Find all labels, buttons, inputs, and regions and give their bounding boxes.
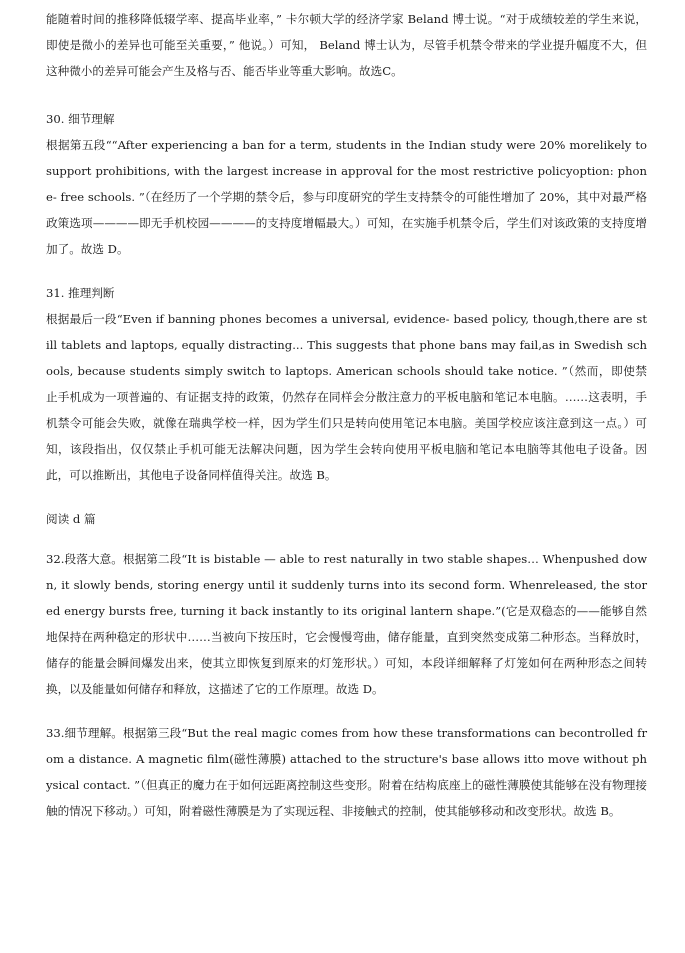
intro-paragraph: 能随着时间的推移降低辍学率、提高毕业率，” 卡尔顿大学的经济学家 Beland 博士说。“对于成绩较差的学生来说，即使是微小的差异也可能至关重要，” 他说。）可知， Beland 博士认为，尽管手机禁令带来的学业提升幅度不大，但这种微小的差异可能会产生及格与否、能否毕业等重大影响。故选C。 — [46, 12, 647, 78]
question-31-explanation: 根据最后一段“Even if banning phones becomes a universal, evidence- based policy, though,there are still tablets and laptops, equally distracting... This suggests that phone bans may fail,as in Swedish schools, because students simply switch to laptops. American schools should take notice. ”（然而，即使禁止手机成为一项普遍的、有证据支持的政策，仍然存在同样会分散注意力的平板电脑和笔记本电脑。……这表明，手机禁令可能会失败，就像在瑞典学校一样，因为学生们只是转向使用笔记本电脑。美国学校应该注意到这一点。）可知，该段指出，仅仅禁止手机可能无法解决问题，因为学生会转向使用平板电脑和笔记本电脑等其他电子设备。因此，可以推断出，其他电子设备同样值得关注。故选 B。 — [46, 312, 647, 482]
spacer — [46, 262, 647, 280]
question-30-heading: 30. 细节理解 — [46, 112, 115, 126]
spacer — [46, 532, 647, 546]
question-32-explanation: 32.段落大意。根据第二段“It is bistable — able to rest naturally in two stable shapes… Whenpushed down, it slowly bends, storing energy until it suddenly turns into its second form. Whenreleased, the stored energy bursts free, turning it back instantly to its original lantern shape.”(它是双稳态的——能够自然地保持在两种稳定的形状中……当被向下按压时，它会慢慢弯曲，储存能量，直到突然变成第二种形态。当释放时，储存的能量会瞬间爆发出来，使其立即恢复到原来的灯笼形状。）可知，本段详细解释了灯笼如何在两种形态之间转换，以及能量如何储存和释放，这描述了它的工作原理。故选 D。 — [46, 552, 647, 696]
question-30-explanation: 根据第五段““After experiencing a ban for a term, students in the Indian study were 20% morelikely to support prohibitions, with the largest increase in approval for the most restrictive policyoption: phone- free schools. ”（在经历了一个学期的禁令后，参与印度研究的学生支持禁令的可能性增加了 20%，其中对最严格政策选项————即无手机校园————的支持度增幅最大。）可知，在实施手机禁令后，学生们对该政策的支持度增加了。故选 D。 — [46, 138, 647, 256]
question-33-explanation: 33.细节理解。根据第三段“But the real magic comes from how these transformations can becontrolled from a distance. A magnetic film(磁性薄膜) attached to the structure's base allows itto move without physical contact. ”（但真正的魔力在于如何远距离控制这些变形。附着在结构底座上的磁性薄膜使其能够在没有物理接触的情况下移动。）可知，附着磁性薄膜是为了实现远程、非接触式的控制，使其能够移动和改变形状。故选 B。 — [46, 726, 647, 818]
question-31-heading: 31. 推理判断 — [46, 286, 115, 300]
spacer — [46, 702, 647, 720]
spacer — [46, 84, 647, 106]
section-d-heading: 阅读 d 篇 — [46, 512, 96, 526]
spacer — [46, 488, 647, 506]
